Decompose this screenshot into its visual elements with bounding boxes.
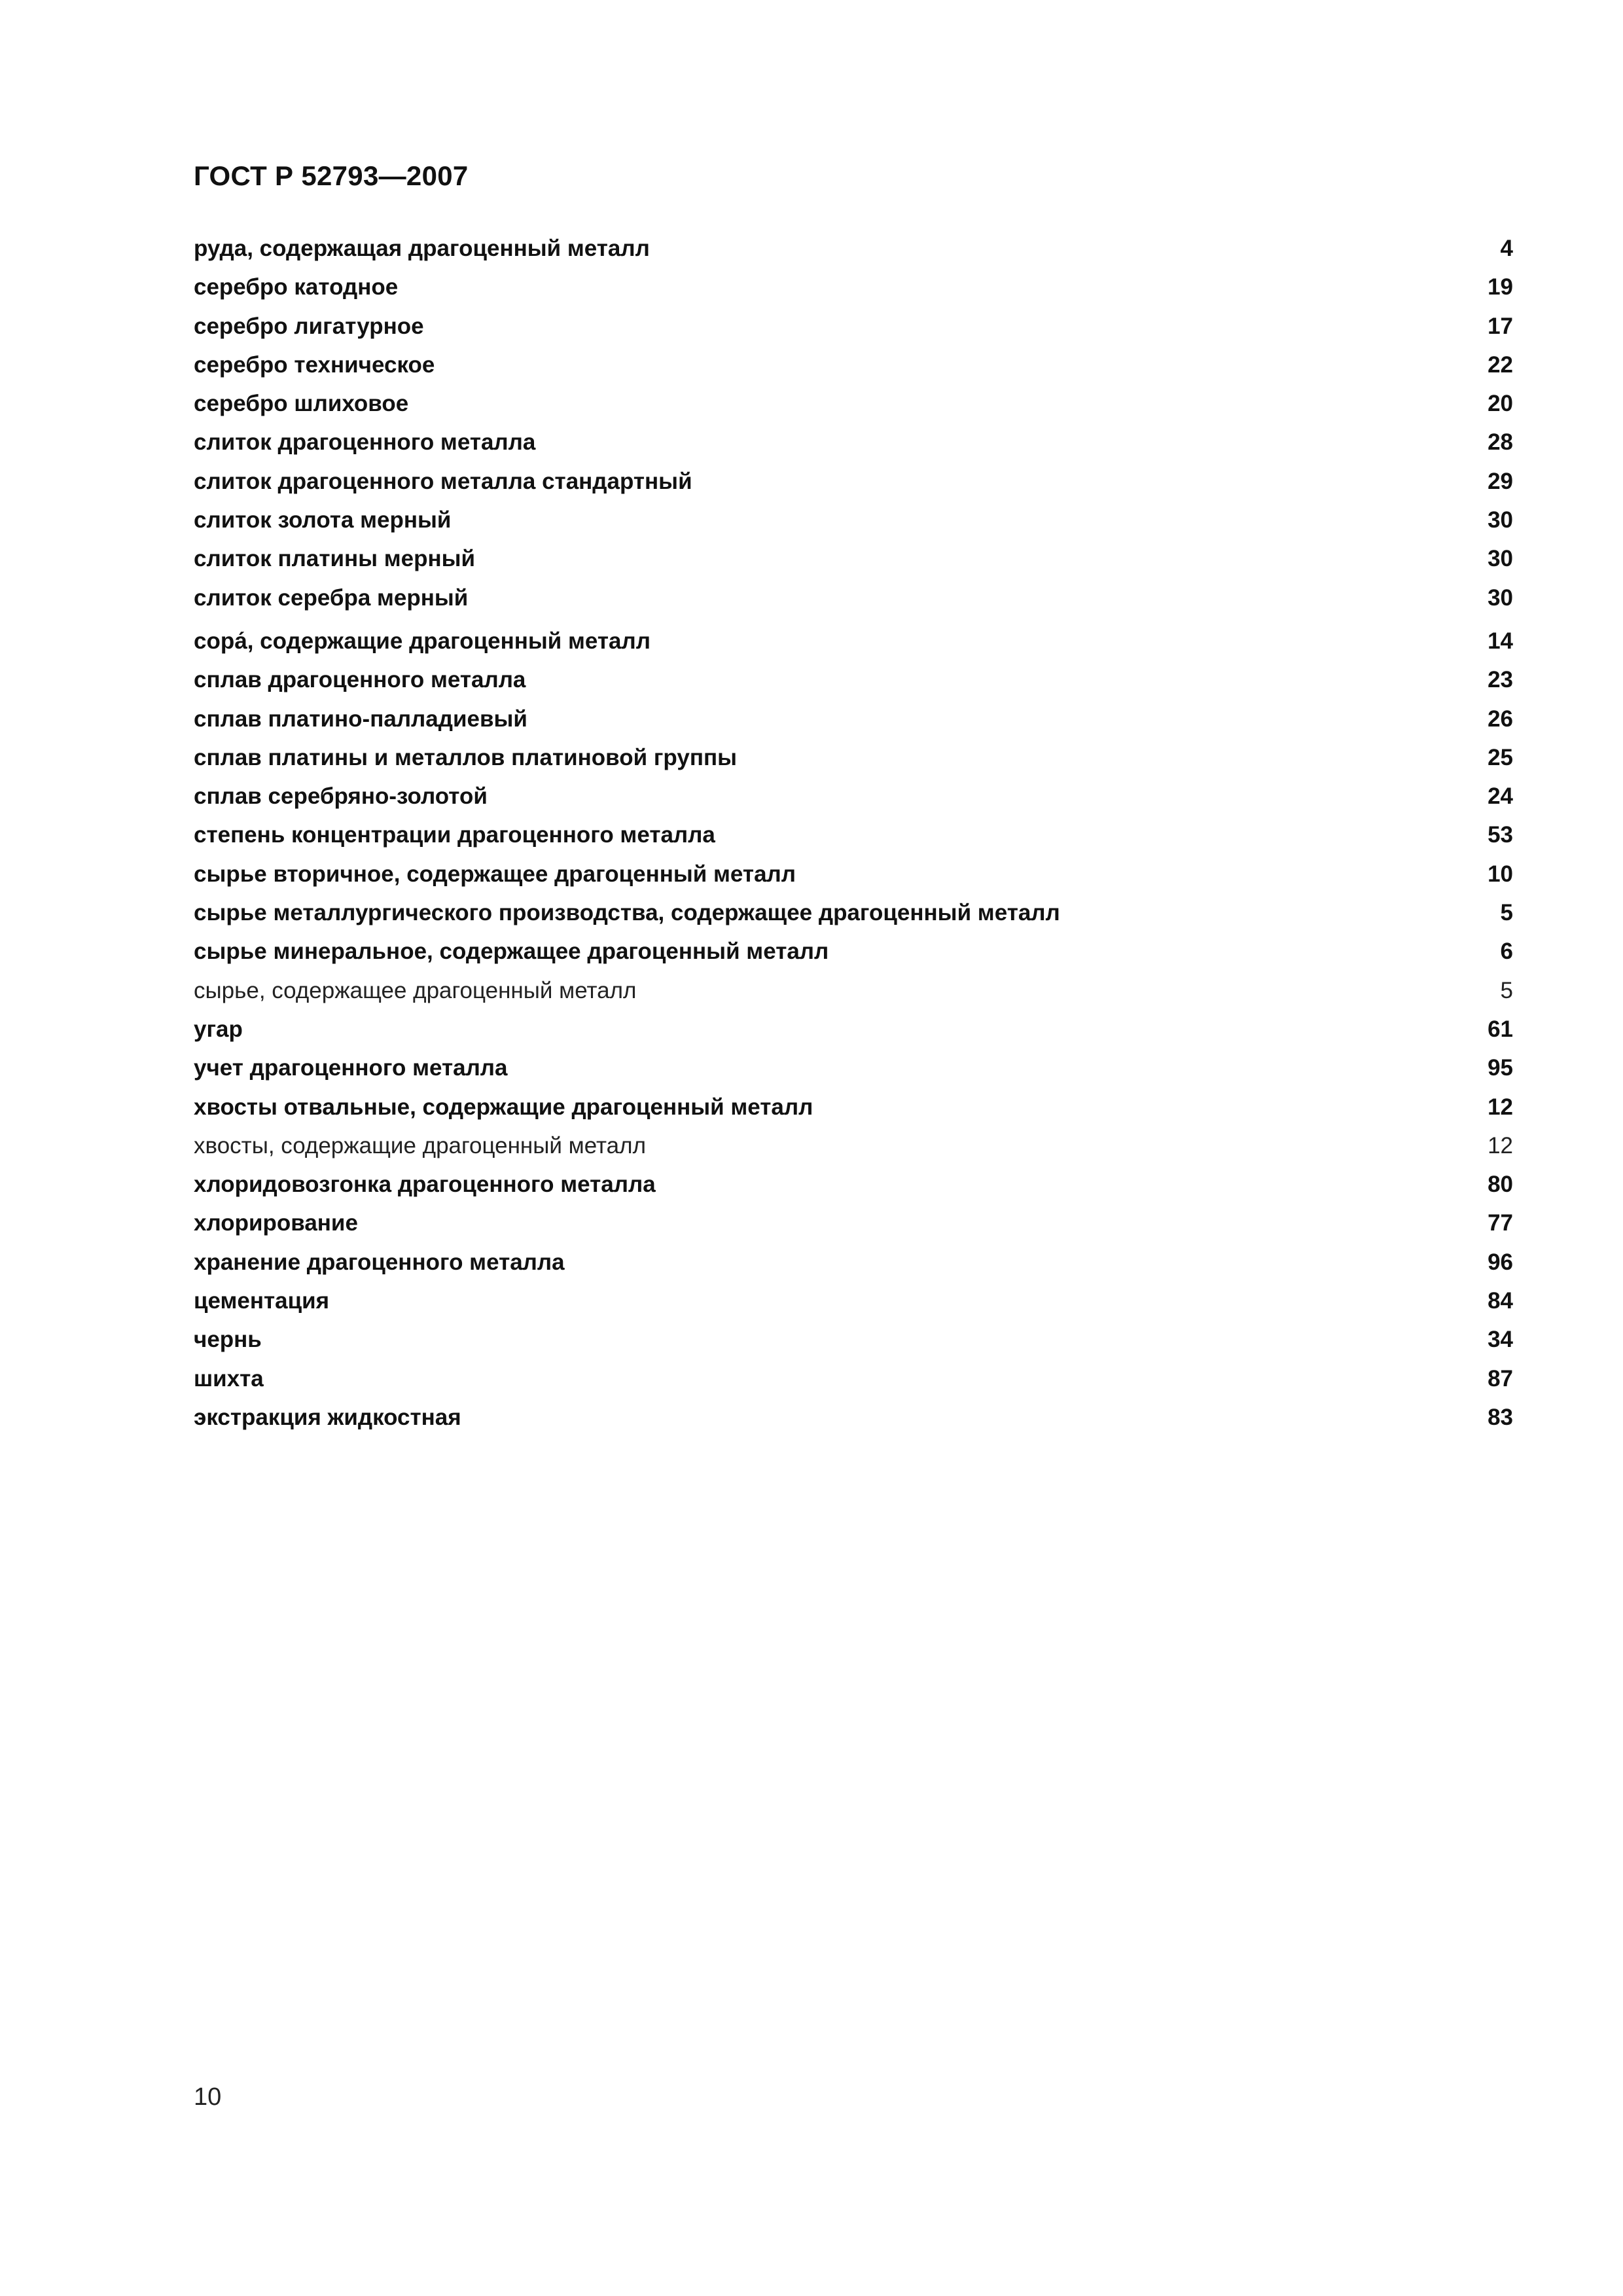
- index-page-ref: 12: [1488, 1094, 1513, 1120]
- index-entry: [194, 579, 1513, 617]
- index-term: хвосты, содержащие драгоценный металл: [194, 1132, 646, 1158]
- index-entry: [194, 855, 1513, 893]
- index-entry: [194, 971, 1513, 1010]
- alphabetical-index-list: [194, 229, 1513, 1437]
- index-entry: [194, 1204, 1513, 1242]
- index-term: сплав драгоценного металла: [194, 667, 526, 693]
- index-term: хвосты отвальные, содержащие драгоценный металл: [194, 1094, 813, 1120]
- index-entry: [194, 1126, 1513, 1165]
- index-term: чернь: [194, 1327, 262, 1353]
- index-page-ref: 53: [1488, 822, 1513, 848]
- index-entry: [194, 1359, 1513, 1398]
- index-entry: [194, 307, 1513, 346]
- index-term: сырье, содержащее драгоценный металл: [194, 977, 637, 1003]
- index-page-ref: 87: [1488, 1365, 1513, 1391]
- index-term: слиток платины мерный: [194, 546, 476, 572]
- index-entry: [194, 660, 1513, 699]
- index-term: сырье вторичное, содержащее драгоценный металл: [194, 861, 796, 887]
- index-entry: [194, 539, 1513, 578]
- index-page-ref: 22: [1488, 351, 1513, 378]
- index-page-ref: 24: [1488, 783, 1513, 810]
- index-term: сплав платино-палладиевый: [194, 706, 527, 732]
- index-page-ref: 77: [1488, 1210, 1513, 1236]
- index-entry: [194, 1398, 1513, 1437]
- index-term: слиток золота мерный: [194, 507, 452, 533]
- index-term: хранение драгоценного металла: [194, 1249, 565, 1275]
- index-page-ref: 84: [1488, 1288, 1513, 1314]
- index-page-ref: 6: [1500, 939, 1513, 965]
- index-term: сплав серебряно-золотой: [194, 783, 488, 810]
- index-entry: [194, 1320, 1513, 1359]
- index-term: цементация: [194, 1288, 330, 1314]
- index-term: слиток драгоценного металла: [194, 429, 536, 456]
- index-page-ref: 23: [1488, 667, 1513, 693]
- index-entry: [194, 816, 1513, 854]
- index-term: серебро лигатурное: [194, 313, 424, 339]
- index-term: сырье минеральное, содержащее драгоценный металл: [194, 939, 829, 965]
- index-entry: [194, 1282, 1513, 1320]
- index-term: учет драгоценного металла: [194, 1055, 508, 1081]
- index-page-ref: 25: [1488, 744, 1513, 770]
- index-page-ref: 30: [1488, 546, 1513, 572]
- index-entry: [194, 462, 1513, 501]
- index-page-ref: 61: [1488, 1016, 1513, 1042]
- document-header-code: ГОСТ Р 52793—2007: [194, 160, 469, 191]
- index-page-ref: 28: [1488, 429, 1513, 456]
- index-entry: [194, 423, 1513, 461]
- index-entry: [194, 932, 1513, 971]
- index-page-ref: 19: [1488, 274, 1513, 300]
- index-page-ref: 12: [1488, 1132, 1513, 1158]
- index-term: сора́, содержащие драгоценный металл: [194, 628, 651, 654]
- index-term: серебро техническое: [194, 351, 435, 378]
- index-entry: [194, 384, 1513, 423]
- index-term: руда, содержащая драгоценный металл: [194, 236, 650, 261]
- index-term: экстракция жидкостная: [194, 1404, 461, 1430]
- index-term: серебро шлиховое: [194, 391, 409, 417]
- index-term: слиток драгоценного металла стандартный: [194, 468, 692, 494]
- index-entry: [194, 268, 1513, 306]
- index-page-ref: 95: [1488, 1055, 1513, 1081]
- index-entry: [194, 501, 1513, 539]
- index-page-ref: 4: [1500, 236, 1513, 261]
- index-page-ref: 5: [1500, 900, 1513, 926]
- index-entry: [194, 622, 1513, 660]
- index-entry: [194, 229, 1513, 268]
- index-term: хлоридовозгонка драгоценного металла: [194, 1172, 656, 1198]
- index-entry: [194, 738, 1513, 777]
- index-term: шихта: [194, 1365, 264, 1391]
- index-term: слиток серебра мерный: [194, 584, 469, 611]
- index-page-ref: 29: [1488, 468, 1513, 494]
- index-page-ref: 5: [1500, 977, 1513, 1003]
- index-page-ref: 30: [1488, 507, 1513, 533]
- index-term: степень концентрации драгоценного металла: [194, 822, 715, 848]
- index-page-ref: 20: [1488, 391, 1513, 417]
- index-term: сплав платины и металлов платиновой группы: [194, 744, 737, 770]
- index-page-ref: 14: [1488, 628, 1513, 654]
- index-entry: [194, 893, 1513, 932]
- index-entry: [194, 1165, 1513, 1204]
- index-entry: [194, 1243, 1513, 1282]
- index-page-ref: 34: [1488, 1327, 1513, 1353]
- index-page-ref: 10: [1488, 861, 1513, 887]
- index-entry: [194, 700, 1513, 738]
- page-number: 10: [194, 2083, 222, 2111]
- index-entry: [194, 777, 1513, 816]
- index-page-ref: 30: [1488, 584, 1513, 611]
- index-entry: [194, 1010, 1513, 1049]
- index-page-ref: 80: [1488, 1172, 1513, 1198]
- index-page-ref: 17: [1488, 313, 1513, 339]
- index-entry: [194, 346, 1513, 384]
- index-term: сырье металлургического производства, содержащее драгоценный металл: [194, 900, 1060, 926]
- index-page-ref: 83: [1488, 1404, 1513, 1430]
- index-term: угар: [194, 1016, 243, 1042]
- index-entry: [194, 1088, 1513, 1126]
- index-page-ref: 26: [1488, 706, 1513, 732]
- index-term: серебро катодное: [194, 274, 399, 300]
- index-page-ref: 96: [1488, 1249, 1513, 1275]
- index-entry: [194, 1049, 1513, 1087]
- index-term: хлорирование: [194, 1210, 358, 1236]
